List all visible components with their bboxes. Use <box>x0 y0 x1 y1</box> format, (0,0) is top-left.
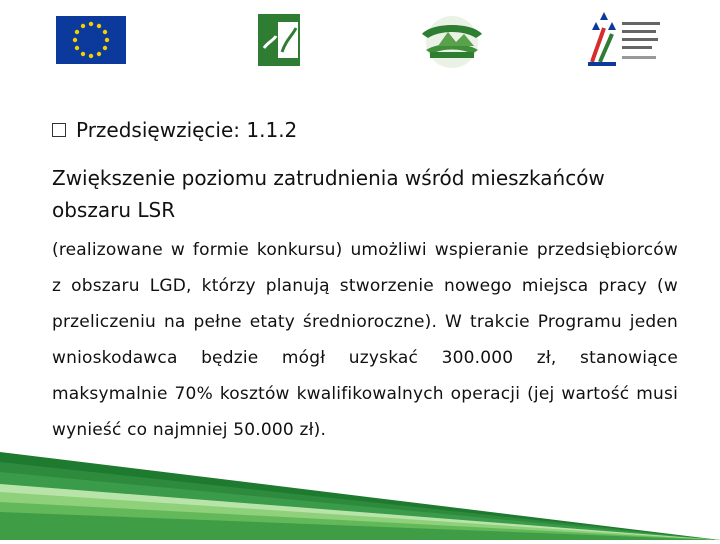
body-paragraph: (realizowane w formie konkursu) umożliwi wspieranie przedsiębiorców z obszaru LGD, którzy planują stworzenie nowego miejsca pracy (w przeliczeniu na pełne etaty średnioroczne). W trakcie Programu jeden wnioskodawca będzie mógł uzyskać 300.000 zł, stanowiące maksymalnie 70% kosztów kwalifikowalnych operacji (jej wartość musi wynieść co najmniej 50.000 zł). <box>52 240 678 440</box>
eu-flag-icon <box>56 16 126 64</box>
logo-bar <box>0 0 720 80</box>
lgd-logo-icon <box>404 12 500 72</box>
leader-logo-icon <box>258 14 300 66</box>
heading-row <box>52 118 678 142</box>
section-heading: Przedsięwzięcie: 1.1.2 <box>76 118 298 142</box>
bottom-green-band <box>0 440 720 540</box>
subheading: Zwiększenie poziomu zatrudnienia wśród mieszkańców obszaru LSR <box>52 166 605 222</box>
checkbox-bullet-icon <box>52 123 66 137</box>
prow-logo-icon <box>582 10 668 70</box>
slide-content <box>52 118 678 448</box>
